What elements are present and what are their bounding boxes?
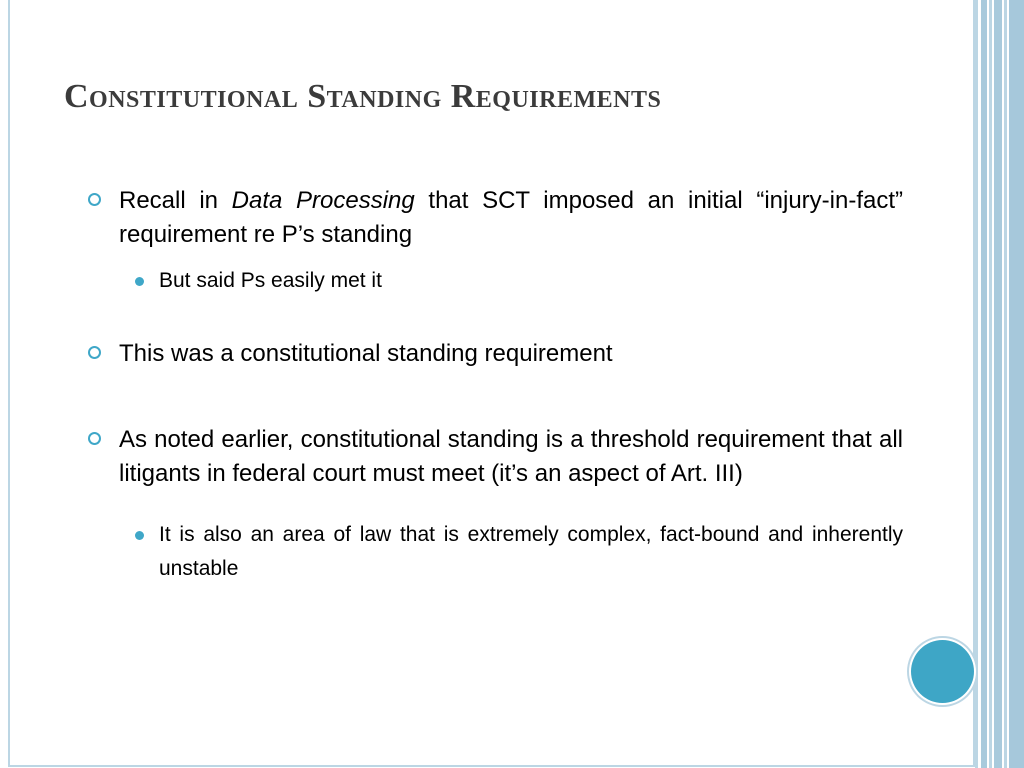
slide-title: Constitutional Standing Requirements [64,78,662,115]
teal-circle-ornament [911,640,974,703]
slide-body [88,184,903,586]
hollow-circle-bullet-icon [88,193,101,206]
bullet-item [88,337,903,371]
bullet-text: As noted earlier, constitutional standing is a threshold requirement that all litigants in federal court must meet (it’s an aspect of Art. III) [119,426,903,487]
sub-bullet-item [88,518,903,586]
bullet-text-suffix: that SCT imposed an initial “injury-in-fact” requirement re P’s standing [119,187,904,248]
filled-dot-bullet-icon [135,531,144,540]
sub-bullet-text: But said Ps easily met it [159,269,382,292]
case-name: Data Processing [231,187,415,214]
filled-dot-bullet-icon [135,277,144,286]
bullet-item [88,184,903,252]
hollow-circle-bullet-icon [88,346,101,359]
hollow-circle-bullet-icon [88,432,101,445]
bullet-item [88,423,903,491]
sub-bullet-text: It is also an area of law that is extremely complex, fact-bound and inherently unstable [159,523,903,580]
bullet-text: This was a constitutional standing requirement [119,340,613,367]
sub-bullet-item [88,264,903,298]
decorative-stripes [975,0,1024,768]
bullet-text-prefix: Recall in [119,187,232,214]
